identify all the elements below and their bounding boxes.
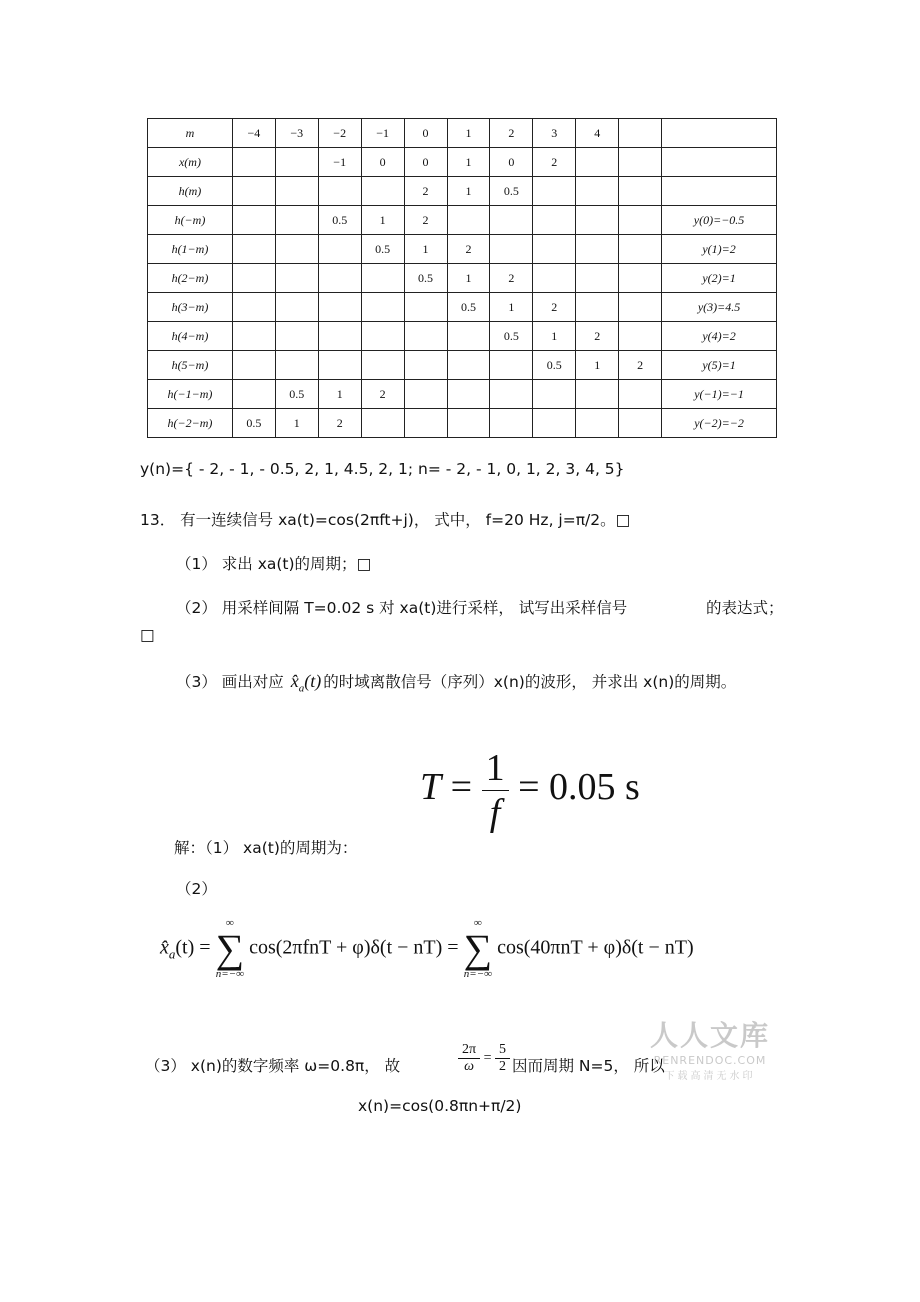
table-cell xyxy=(533,409,576,438)
table-cell xyxy=(576,293,619,322)
table-cell: 0 xyxy=(490,148,533,177)
table-cell xyxy=(361,351,404,380)
table-cell xyxy=(232,351,275,380)
table-cell: 1 xyxy=(490,293,533,322)
table-cell xyxy=(318,351,361,380)
watermark-url: RENRENDOC.COM xyxy=(653,1054,767,1067)
table-cell: 0.5 xyxy=(404,264,447,293)
table-cell xyxy=(232,235,275,264)
table-cell xyxy=(619,264,662,293)
table-cell: 1 xyxy=(318,380,361,409)
result-cell: y(3)=4.5 xyxy=(662,293,777,322)
table-cell: 0.5 xyxy=(490,322,533,351)
table-cell xyxy=(447,351,490,380)
table-header-row xyxy=(148,119,777,148)
result-cell: y(2)=1 xyxy=(662,264,777,293)
table-cell xyxy=(275,177,318,206)
table-cell: 2 xyxy=(619,351,662,380)
question-13 xyxy=(140,508,630,530)
xa-subscript: a xyxy=(168,946,176,962)
table-cell xyxy=(275,351,318,380)
table-cell xyxy=(490,206,533,235)
solution-part-3-b: 因而周期 N=5， 所以 xyxy=(512,1057,665,1075)
xa-hat-inline xyxy=(290,671,322,695)
watermark-subtitle: 下载高清无水印 xyxy=(664,1071,756,1082)
table-cell: 0.5 xyxy=(361,235,404,264)
period-fraction xyxy=(482,746,509,835)
table-cell xyxy=(275,264,318,293)
row-label-cell: h(2−m) xyxy=(148,264,233,293)
table-row xyxy=(148,351,777,380)
table-cell: 2 xyxy=(404,177,447,206)
table-cell: 1 xyxy=(447,264,490,293)
table-cell: 2 xyxy=(576,322,619,351)
period-ratio-formula xyxy=(458,1042,510,1075)
table-cell xyxy=(619,293,662,322)
table-row xyxy=(148,177,777,206)
row-label-cell: h(−1−m) xyxy=(148,380,233,409)
table-cell xyxy=(490,235,533,264)
table-cell xyxy=(232,177,275,206)
xa-subscript: a xyxy=(298,682,305,695)
summation-lower-limit: n=−∞ xyxy=(463,968,492,980)
table-cell xyxy=(533,177,576,206)
table-cell: 1 xyxy=(447,177,490,206)
table-cell xyxy=(404,322,447,351)
question-13-part-1-text: （1） 求出 xa(t)的周期； xyxy=(176,555,357,573)
fraction-numerator: 2π xyxy=(458,1042,480,1059)
table-cell xyxy=(447,409,490,438)
watermark-title: 人人文库 xyxy=(649,1019,770,1052)
table-cell xyxy=(619,177,662,206)
table-cell xyxy=(619,148,662,177)
table-cell xyxy=(232,322,275,351)
ratio-fraction-1 xyxy=(458,1042,480,1075)
xa-hat-symbol: x̂ xyxy=(290,671,299,691)
table-cell xyxy=(361,322,404,351)
equals-sign: = xyxy=(199,936,211,959)
table-cell xyxy=(318,264,361,293)
table-cell: 2 xyxy=(404,206,447,235)
table-cell xyxy=(275,322,318,351)
table-cell: 1 xyxy=(404,235,447,264)
header-cell: −1 xyxy=(361,119,404,148)
table-cell xyxy=(576,177,619,206)
table-cell: 1 xyxy=(361,206,404,235)
table-cell xyxy=(490,380,533,409)
fraction-denominator: 2 xyxy=(498,1059,506,1074)
summation-1 xyxy=(216,918,245,980)
table-cell xyxy=(318,177,361,206)
xa-hat-symbol: x̂ xyxy=(160,936,169,959)
summation-lower-limit: n=−∞ xyxy=(215,968,244,980)
convolution-table-body xyxy=(148,119,777,438)
table-cell xyxy=(232,380,275,409)
summation-upper-limit: ∞ xyxy=(225,917,234,929)
period-value: = 0.05 s xyxy=(518,766,640,809)
table-cell xyxy=(576,206,619,235)
header-label-cell: m xyxy=(148,119,233,148)
table-cell: 0 xyxy=(404,148,447,177)
table-cell xyxy=(576,264,619,293)
table-cell xyxy=(232,148,275,177)
result-cell xyxy=(662,177,777,206)
table-cell xyxy=(318,322,361,351)
table-cell xyxy=(619,235,662,264)
summation-upper-limit: ∞ xyxy=(473,917,482,929)
table-cell: 2 xyxy=(447,235,490,264)
table-cell xyxy=(404,293,447,322)
table-cell xyxy=(361,293,404,322)
header-cell xyxy=(619,119,662,148)
box-glyph: □ xyxy=(615,511,631,529)
row-label-cell: h(1−m) xyxy=(148,235,233,264)
table-cell xyxy=(619,409,662,438)
question-13-part-3-text-b: 的时域离散信号（序列）x(n)的波形， 并求出 x(n)的周期。 xyxy=(323,673,737,691)
solution-part-3-a: （3） x(n)的数字频率 ω=0.8π， 故 xyxy=(145,1057,401,1075)
table-cell: 2 xyxy=(361,380,404,409)
table-cell: 0.5 xyxy=(232,409,275,438)
sigma-icon: ∑ xyxy=(463,926,493,971)
question-13-text: 13． 有一连续信号 xa(t)=cos(2πft+j)， 式中， f=20 Hz, j=π/2。 xyxy=(140,511,616,529)
row-label-cell: h(−m) xyxy=(148,206,233,235)
sigma-icon: ∑ xyxy=(215,926,245,971)
box-glyph: □ xyxy=(356,555,372,573)
table-cell xyxy=(576,409,619,438)
table-cell: 0.5 xyxy=(318,206,361,235)
table-cell xyxy=(275,293,318,322)
table-row xyxy=(148,380,777,409)
table-cell xyxy=(576,380,619,409)
question-13-part-2-text-a: （2） 用采样间隔 T=0.02 s 对 xa(t)进行采样， 试写出采样信号 xyxy=(176,599,628,617)
table-row xyxy=(148,235,777,264)
solution-part-2-label: （2） xyxy=(176,880,217,898)
xa-argument: (t) xyxy=(175,936,195,959)
sampled-signal-formula xyxy=(160,918,694,980)
box-glyph: □ xyxy=(140,626,155,644)
table-cell: 0.5 xyxy=(275,380,318,409)
table-cell: 0.5 xyxy=(533,351,576,380)
result-cell: y(1)=2 xyxy=(662,235,777,264)
equals-sign: = xyxy=(483,1050,492,1066)
table-cell: 0 xyxy=(361,148,404,177)
header-cell: 4 xyxy=(576,119,619,148)
row-label-cell: x(m) xyxy=(148,148,233,177)
question-13-part-2 xyxy=(176,596,627,618)
table-cell xyxy=(404,380,447,409)
table-cell xyxy=(576,235,619,264)
table-row xyxy=(148,293,777,322)
table-cell xyxy=(232,264,275,293)
table-row xyxy=(148,206,777,235)
table-cell xyxy=(490,351,533,380)
table-cell xyxy=(619,206,662,235)
header-cell: −3 xyxy=(275,119,318,148)
table-cell xyxy=(361,264,404,293)
table-cell xyxy=(490,409,533,438)
convolution-table xyxy=(147,118,777,438)
table-cell: −1 xyxy=(318,148,361,177)
fraction-numerator: 1 xyxy=(482,746,509,791)
table-cell xyxy=(619,322,662,351)
table-cell xyxy=(533,380,576,409)
table-cell xyxy=(404,351,447,380)
table-cell: 2 xyxy=(490,264,533,293)
row-label-cell: h(m) xyxy=(148,177,233,206)
fraction-denominator: f xyxy=(489,792,501,834)
summation-2 xyxy=(464,918,493,980)
header-cell: 3 xyxy=(533,119,576,148)
row-label-cell: h(−2−m) xyxy=(148,409,233,438)
table-cell: 1 xyxy=(576,351,619,380)
result-cell: y(−1)=−1 xyxy=(662,380,777,409)
table-cell: 1 xyxy=(533,322,576,351)
result-cell: y(4)=2 xyxy=(662,322,777,351)
table-cell xyxy=(232,293,275,322)
header-cell: −2 xyxy=(318,119,361,148)
table-cell: 1 xyxy=(275,409,318,438)
question-13-part-3 xyxy=(176,670,736,695)
solution-part-1: 解：（1） xa(t)的周期为： xyxy=(174,839,358,857)
table-cell: 2 xyxy=(318,409,361,438)
table-cell xyxy=(275,235,318,264)
table-cell xyxy=(275,206,318,235)
equals-sign: = xyxy=(450,766,473,809)
table-cell xyxy=(533,235,576,264)
header-cell: 1 xyxy=(447,119,490,148)
period-symbol: T xyxy=(420,766,442,809)
table-row xyxy=(148,148,777,177)
header-cell: −4 xyxy=(232,119,275,148)
xa-argument: (t) xyxy=(304,671,322,691)
fraction-numerator: 5 xyxy=(495,1042,510,1059)
period-formula xyxy=(420,746,640,835)
result-cell: y(−2)=−2 xyxy=(662,409,777,438)
table-cell xyxy=(361,409,404,438)
table-cell xyxy=(447,322,490,351)
question-13-part-3-text-a: （3） 画出对应 xyxy=(176,673,284,691)
table-cell xyxy=(404,409,447,438)
question-13-part-2-end: 的表达式； xyxy=(706,599,784,617)
row-label-cell: h(5−m) xyxy=(148,351,233,380)
table-cell xyxy=(619,380,662,409)
table-cell xyxy=(576,148,619,177)
table-cell xyxy=(275,148,318,177)
table-cell xyxy=(533,206,576,235)
table-cell: 0.5 xyxy=(447,293,490,322)
header-cell xyxy=(662,119,777,148)
row-label-cell: h(4−m) xyxy=(148,322,233,351)
ratio-fraction-2 xyxy=(495,1042,510,1075)
table-cell: 2 xyxy=(533,148,576,177)
table-row xyxy=(148,409,777,438)
table-cell: 0.5 xyxy=(490,177,533,206)
table-cell xyxy=(232,206,275,235)
header-cell: 2 xyxy=(490,119,533,148)
table-row xyxy=(148,264,777,293)
result-cell xyxy=(662,148,777,177)
solution-part-3-result: x(n)=cos(0.8πn+π/2) xyxy=(358,1097,522,1115)
result-cell: y(0)=−0.5 xyxy=(662,206,777,235)
question-13-part-1 xyxy=(176,552,371,574)
table-cell: 2 xyxy=(533,293,576,322)
table-cell xyxy=(361,177,404,206)
table-cell xyxy=(447,206,490,235)
table-cell xyxy=(533,264,576,293)
table-cell: 1 xyxy=(447,148,490,177)
table-cell xyxy=(318,235,361,264)
table-cell xyxy=(447,380,490,409)
summation-1-term: cos(2πfnT + φ)δ(t − nT) = xyxy=(249,936,459,959)
result-cell: y(5)=1 xyxy=(662,351,777,380)
fraction-denominator: ω xyxy=(464,1059,474,1074)
yn-result-line: y(n)={ - 2, - 1, - 0.5, 2, 1, 4.5, 2, 1; n= - 2, - 1, 0, 1, 2, 3, 4, 5} xyxy=(140,460,625,478)
summation-2-term: cos(40πnT + φ)δ(t − nT) xyxy=(497,936,694,959)
header-cell: 0 xyxy=(404,119,447,148)
table-cell xyxy=(318,293,361,322)
row-label-cell: h(3−m) xyxy=(148,293,233,322)
table-row xyxy=(148,322,777,351)
